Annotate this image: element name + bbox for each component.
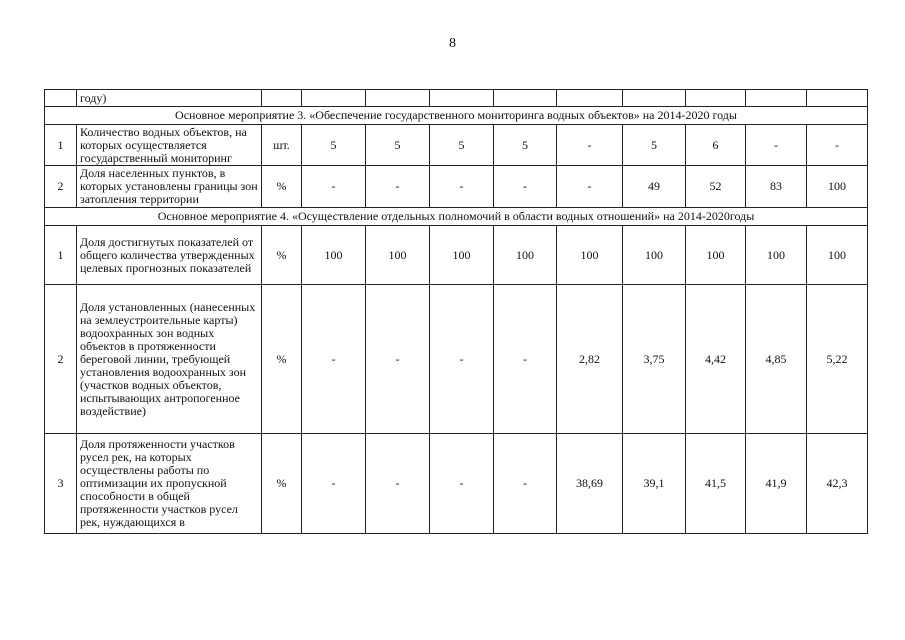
table-row (45, 166, 868, 208)
table-row (45, 125, 868, 166)
value-cell: 4,42 (686, 285, 746, 434)
section-header-row (45, 107, 868, 125)
row-number: 1 (45, 125, 77, 166)
table-row (45, 285, 868, 434)
value-cell: 5 (302, 125, 366, 166)
value-cell: 100 (366, 226, 430, 285)
indicator-name: Количество водных объектов, на которых осуществляется государственный мониторинг (77, 125, 262, 166)
value-cell: 5 (366, 125, 430, 166)
value-cell: 2,82 (557, 285, 623, 434)
indicator-name: Доля установленных (нанесенных на землеустроительные карты) водоохранных зон водных объектов в протяженности береговой линии, требующей установления водоохранных зон (участков водных объектов, испытывающих антропогенное воздействие) (77, 285, 262, 434)
unit-cell: % (262, 434, 302, 534)
value-cell: - (430, 285, 494, 434)
unit-cell: % (262, 166, 302, 208)
value-cell: 100 (430, 226, 494, 285)
value-cell: 49 (623, 166, 686, 208)
row-number: 2 (45, 285, 77, 434)
section-title: Основное мероприятие 3. «Обеспечение государственного мониторинга водных объектов» на 2014-2020 годы (45, 107, 868, 125)
indicator-name: году) (77, 90, 262, 107)
value-cell: 100 (494, 226, 557, 285)
value-cell: 42,3 (807, 434, 868, 534)
value-cell: 100 (623, 226, 686, 285)
value-cell: 38,69 (557, 434, 623, 534)
table-row (45, 226, 868, 285)
value-cell: 100 (807, 166, 868, 208)
value-cell: - (430, 166, 494, 208)
value-cell: - (557, 166, 623, 208)
unit-cell: % (262, 226, 302, 285)
row-number: 2 (45, 166, 77, 208)
table-row (45, 434, 868, 534)
value-cell: 5,22 (807, 285, 868, 434)
row-number: 3 (45, 434, 77, 534)
value-cell: - (366, 434, 430, 534)
value-cell: 100 (302, 226, 366, 285)
value-cell: 5 (494, 125, 557, 166)
value-cell: - (302, 285, 366, 434)
value-cell: - (557, 125, 623, 166)
value-cell: 4,85 (746, 285, 807, 434)
row-number: 1 (45, 226, 77, 285)
value-cell: 100 (807, 226, 868, 285)
value-cell: - (302, 434, 366, 534)
value-cell: 100 (686, 226, 746, 285)
unit-cell: % (262, 285, 302, 434)
value-cell: 39,1 (623, 434, 686, 534)
value-cell: 3,75 (623, 285, 686, 434)
value-cell: - (302, 166, 366, 208)
value-cell: - (494, 166, 557, 208)
table-row (45, 90, 868, 107)
value-cell: 6 (686, 125, 746, 166)
value-cell: - (494, 285, 557, 434)
value-cell: - (366, 285, 430, 434)
value-cell: 83 (746, 166, 807, 208)
indicator-name: Доля достигнутых показателей от общего количества утвержденных целевых прогнозных показателей (77, 226, 262, 285)
value-cell: 100 (746, 226, 807, 285)
value-cell: - (746, 125, 807, 166)
indicators-table (44, 89, 868, 534)
value-cell: - (807, 125, 868, 166)
indicator-name: Доля протяженности участков русел рек, на которых осуществлены работы по оптимизации их пропускной способности в общей протяженности участков русел рек, нуждающихся в (77, 434, 262, 534)
value-cell: 41,5 (686, 434, 746, 534)
value-cell: - (494, 434, 557, 534)
value-cell: - (366, 166, 430, 208)
value-cell: 5 (623, 125, 686, 166)
value-cell: 41,9 (746, 434, 807, 534)
indicator-name: Доля населенных пунктов, в которых установлены границы зон затопления территории (77, 166, 262, 208)
value-cell: - (430, 434, 494, 534)
section-header-row (45, 208, 868, 226)
section-title: Основное мероприятие 4. «Осуществление отдельных полномочий в области водных отношений» на 2014-2020годы (45, 208, 868, 226)
value-cell: 5 (430, 125, 494, 166)
value-cell: 52 (686, 166, 746, 208)
unit-cell: шт. (262, 125, 302, 166)
value-cell: 100 (557, 226, 623, 285)
page-number: 8 (449, 36, 456, 51)
